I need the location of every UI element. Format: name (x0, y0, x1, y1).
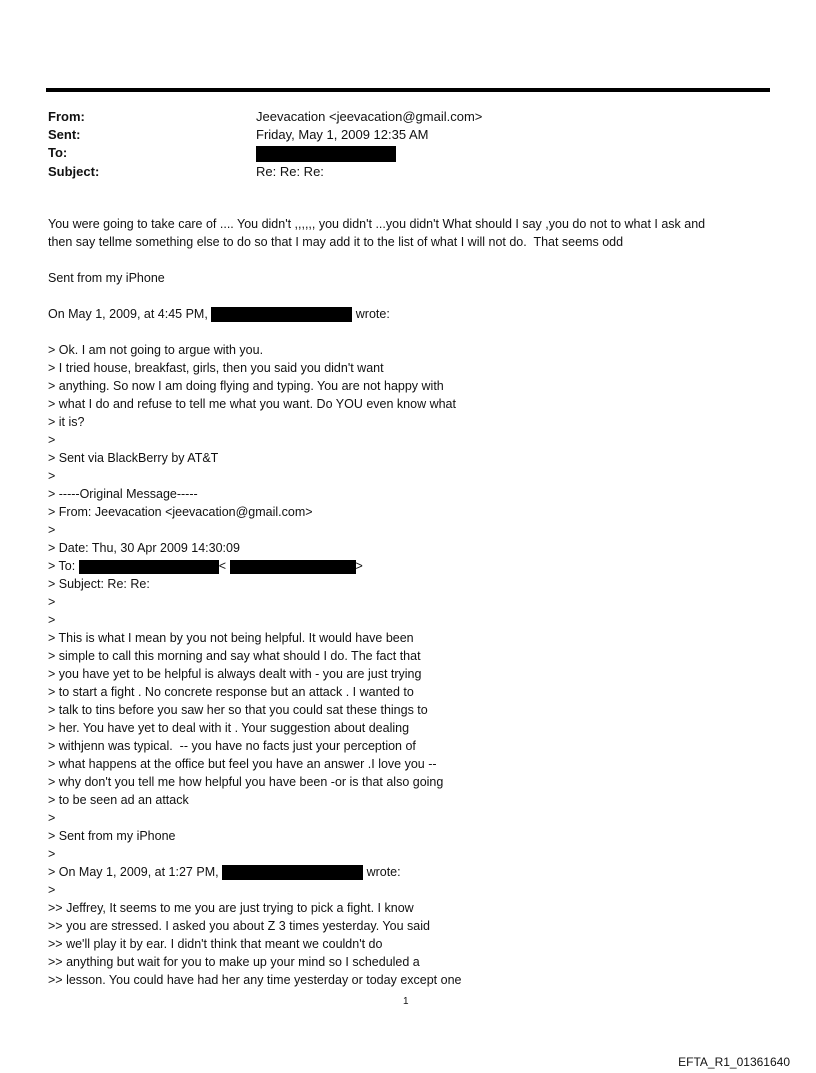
quote-line: > (48, 469, 56, 483)
quote-line: > talk to tins before you saw her so that you could sat these things to (48, 703, 428, 717)
quote-line: > simple to call this morning and say what should I do. The fact that (48, 649, 421, 663)
sent-label: Sent: (48, 127, 81, 142)
quote-to-gt: > (355, 559, 363, 573)
quote-sender-redaction (222, 865, 363, 880)
quote-line: > you have yet to be helpful is always dealt with - you are just trying (48, 667, 422, 681)
quote-line: > Sent via BlackBerry by AT&T (48, 451, 219, 465)
signature-line: Sent from my iPhone (48, 271, 165, 285)
quote-attribution-prefix: > On May 1, 2009, at 1:27 PM, (48, 865, 219, 879)
header-rule (46, 88, 770, 92)
attribution-wrote: wrote: (355, 307, 390, 321)
quote-line: >> we'll play it by ear. I didn't think that meant we couldn't do (48, 937, 383, 951)
subject-value: Re: Re: Re: (256, 164, 324, 179)
to-email-redaction (230, 560, 356, 574)
quote-line: >> anything but wait for you to make up your mind so I scheduled a (48, 955, 420, 969)
body-line: You were going to take care of .... You didn't ,,,,,, you didn't ...you didn't What should I say ,you do not to what I ask and (48, 217, 706, 231)
quote-line: > (48, 523, 56, 537)
quote-attribution-wrote: wrote: (366, 865, 401, 879)
quote-to-prefix: > To: (48, 559, 76, 573)
document-id: EFTA_R1_01361640 (678, 1055, 790, 1069)
quote-line: > Sent from my iPhone (48, 829, 176, 843)
quote-line: > withjenn was typical. -- you have no facts just your perception of (48, 739, 416, 753)
quote-line: > to start a fight . No concrete response but an attack . I wanted to (48, 685, 414, 699)
quote-line: > what I do and refuse to tell me what you want. Do YOU even know what (48, 397, 456, 411)
quote-line: > I tried house, breakfast, girls, then you said you didn't want (48, 361, 384, 375)
from-label: From: (48, 109, 85, 124)
quote-line: > This is what I mean by you not being helpful. It would have been (48, 631, 414, 645)
to-name-redaction (79, 560, 219, 574)
subject-label: Subject: (48, 164, 100, 179)
quote-line: > Ok. I am not going to argue with you. (48, 343, 264, 357)
quote-line: > Date: Thu, 30 Apr 2009 14:30:09 (48, 541, 240, 555)
quote-attribution (48, 864, 401, 881)
quote-line: > (48, 883, 56, 897)
quote-line: >> you are stressed. I asked you about Z 3 times yesterday. You said (48, 919, 430, 933)
quote-line: > anything. So now I am doing flying and typing. You are not happy with (48, 379, 444, 393)
sender-redaction (211, 307, 352, 322)
quote-line: >> Jeffrey, It seems to me you are just trying to pick a fight. I know (48, 901, 414, 915)
quote-line: > (48, 595, 56, 609)
page-number: 1 (403, 996, 409, 1007)
sent-value: Friday, May 1, 2009 12:35 AM (256, 127, 429, 142)
quote-line: > why don't you tell me how helpful you have been -or is that also going (48, 775, 444, 789)
quote-line: > (48, 811, 56, 825)
quote-line: > to be seen ad an attack (48, 793, 189, 807)
attribution-prefix: On May 1, 2009, at 4:45 PM, (48, 307, 208, 321)
quote-to-line (48, 558, 363, 575)
body-line: then say tellme something else to do so that I may add it to the list of what I will not do. That seems odd (48, 235, 624, 249)
to-redaction (256, 144, 396, 162)
quote-line: >> lesson. You could have had her any time yesterday or today except one (48, 973, 462, 987)
quote-to-lt: < (218, 559, 227, 573)
quote-line: > it is? (48, 415, 85, 429)
from-value: Jeevacation <jeevacation@gmail.com> (256, 109, 483, 124)
to-label: To: (48, 145, 68, 160)
quote-line: > her. You have yet to deal with it . Your suggestion about dealing (48, 721, 410, 735)
quote-line: > what happens at the office but feel you have an answer .I love you -- (48, 757, 437, 771)
quote-line: > (48, 847, 56, 861)
quote-line: > -----Original Message----- (48, 487, 198, 501)
quote-line: > (48, 433, 56, 447)
quote-line: > (48, 613, 56, 627)
reply-attribution (48, 306, 390, 323)
quote-line: > Subject: Re: Re: (48, 577, 150, 591)
quote-line: > From: Jeevacation <jeevacation@gmail.com> (48, 505, 313, 519)
